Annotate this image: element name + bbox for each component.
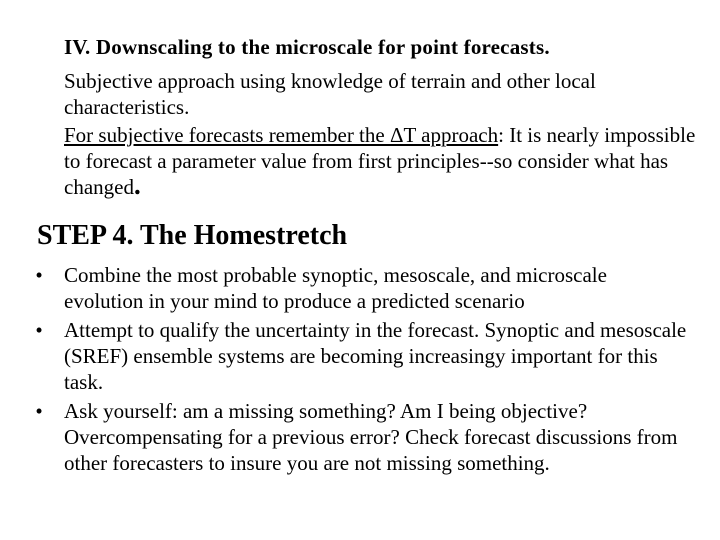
delta-t-approach-text: For subjective forecasts remember the ΔT approach bbox=[64, 123, 499, 147]
list-item-text: Attempt to qualify the uncertainty in the forecast. Synoptic and mesoscale (SREF) ensemble systems are becoming increasingy important for this task. bbox=[64, 318, 687, 394]
list-item-text: Ask yourself: am a missing something? Am I being objective? Overcompensating for a previous error? Check forecast discussions from other forecasters to insure you are not missing something. bbox=[64, 399, 678, 475]
section-downscaling bbox=[64, 34, 704, 200]
step-title: STEP 4. The Homestretch bbox=[37, 220, 348, 251]
bullet-icon: • bbox=[35, 399, 43, 423]
bullet-icon: • bbox=[35, 263, 43, 287]
closing-period: . bbox=[133, 170, 141, 200]
list-item-text: Combine the most probable synoptic, mesoscale, and microscale evolution in your mind to produce a predicted scenario bbox=[64, 263, 607, 313]
delta-t-approach-rest: : It is nearly impossible to forecast a parameter value from first principles--so consider what has changed bbox=[64, 123, 696, 199]
list-item bbox=[30, 398, 690, 476]
paragraph-delta-t-approach bbox=[64, 122, 704, 200]
list-item bbox=[30, 317, 690, 395]
bullet-list bbox=[30, 262, 690, 479]
section-heading: IV. Downscaling to the microscale for point forecasts. bbox=[64, 35, 550, 59]
bullet-icon: • bbox=[35, 318, 43, 342]
list-item bbox=[30, 262, 690, 314]
paragraph-subjective-approach: Subjective approach using knowledge of terrain and other local characteristics. bbox=[64, 69, 596, 119]
